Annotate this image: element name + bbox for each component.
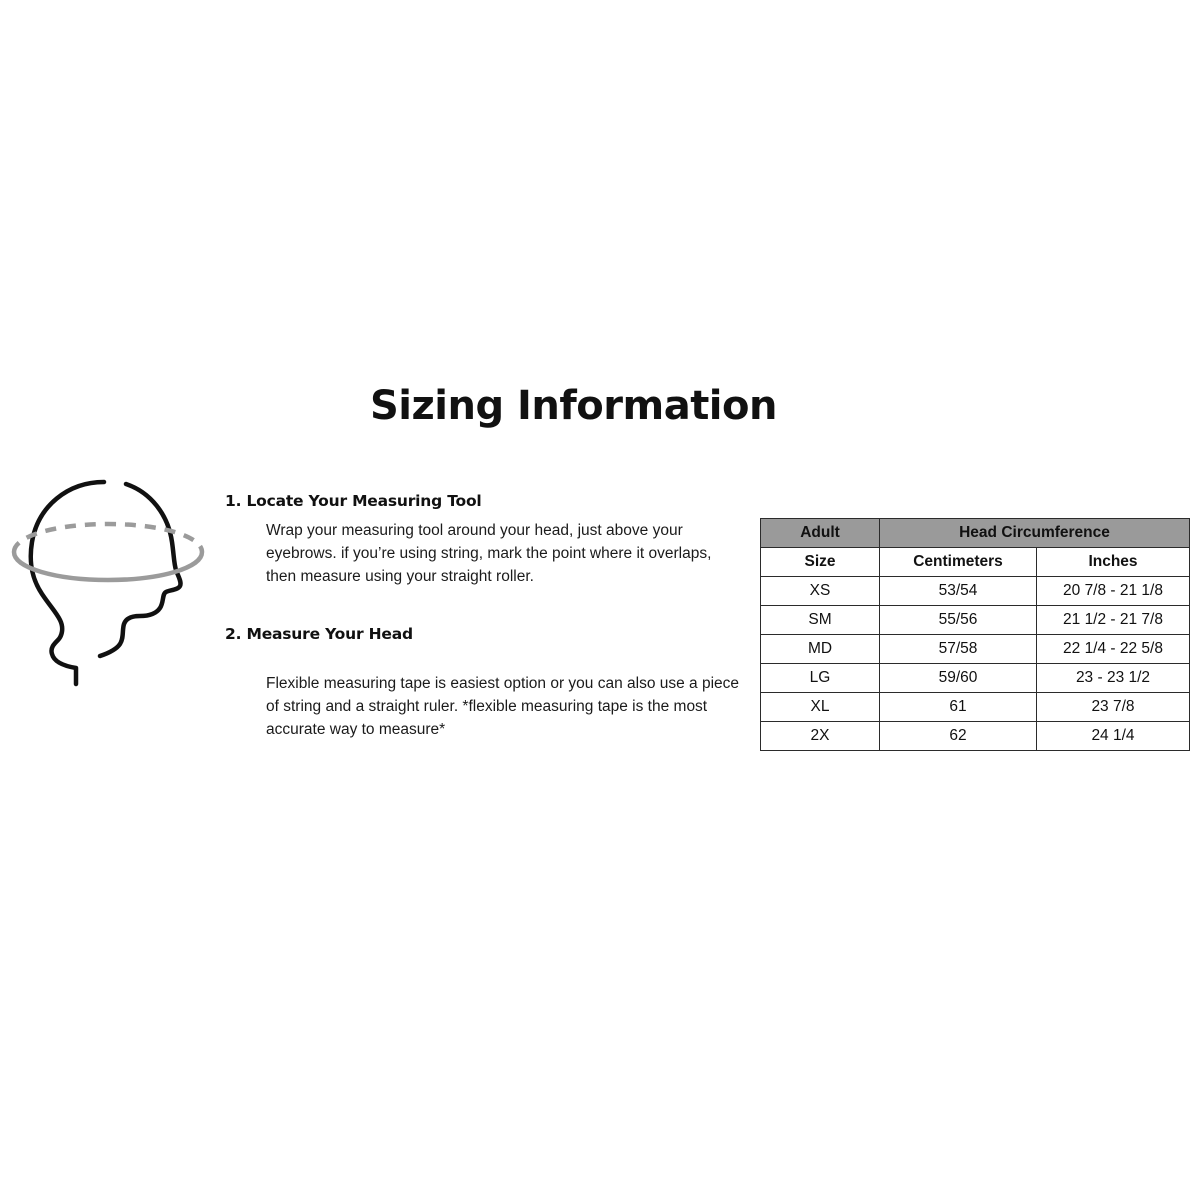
column-header-centimeters: Centimeters [880,548,1037,577]
cell-centimeters: 53/54 [880,577,1037,606]
cell-inches: 23 - 23 1/2 [1037,664,1190,693]
instructions [225,492,745,742]
table-row [761,693,1190,722]
cell-inches: 23 7/8 [1037,693,1190,722]
cell-centimeters: 55/56 [880,606,1037,635]
group-header-adult: Adult [761,519,880,548]
table-column-header-row [761,548,1190,577]
table-row [761,664,1190,693]
column-header-inches: Inches [1037,548,1190,577]
step-1-body: Wrap your measuring tool around your head, just above your eyebrows. if you’re using string, mark the point where it overlaps, then measure using your straight roller. [266,522,712,585]
cell-centimeters: 62 [880,722,1037,751]
head-profile-illustration [8,470,218,690]
cell-inches: 20 7/8 - 21 1/8 [1037,577,1190,606]
step-2-heading: 2. Measure Your Head [225,624,413,643]
step-2-body: Flexible measuring tape is easiest option or you can also use a piece of string and a straight ruler. *flexible measuring tape is the most accurate way to measure* [266,674,740,738]
size-chart-table [760,518,1190,751]
cell-size: MD [761,635,880,664]
column-header-size: Size [761,548,880,577]
cell-size: SM [761,606,880,635]
table-body [761,548,1190,751]
cell-inches: 22 1/4 - 22 5/8 [1037,635,1190,664]
group-header-head-circumference: Head Circumference [880,519,1190,548]
cell-centimeters: 57/58 [880,635,1037,664]
table-group-header-row [761,519,1190,548]
cell-inches: 24 1/4 [1037,722,1190,751]
table-head [761,519,1190,548]
cell-centimeters: 59/60 [880,664,1037,693]
table-row [761,722,1190,751]
table-row [761,577,1190,606]
cell-inches: 21 1/2 - 21 7/8 [1037,606,1190,635]
step-2 [225,625,745,742]
cell-size: XL [761,693,880,722]
page-title: Sizing Information [370,383,777,429]
table-row [761,635,1190,664]
cell-size: LG [761,664,880,693]
step-1-heading: 1. Locate Your Measuring Tool [225,492,482,510]
step-1 [225,492,745,589]
cell-size: 2X [761,722,880,751]
cell-centimeters: 61 [880,693,1037,722]
cell-size: XS [761,577,880,606]
table-row [761,606,1190,635]
